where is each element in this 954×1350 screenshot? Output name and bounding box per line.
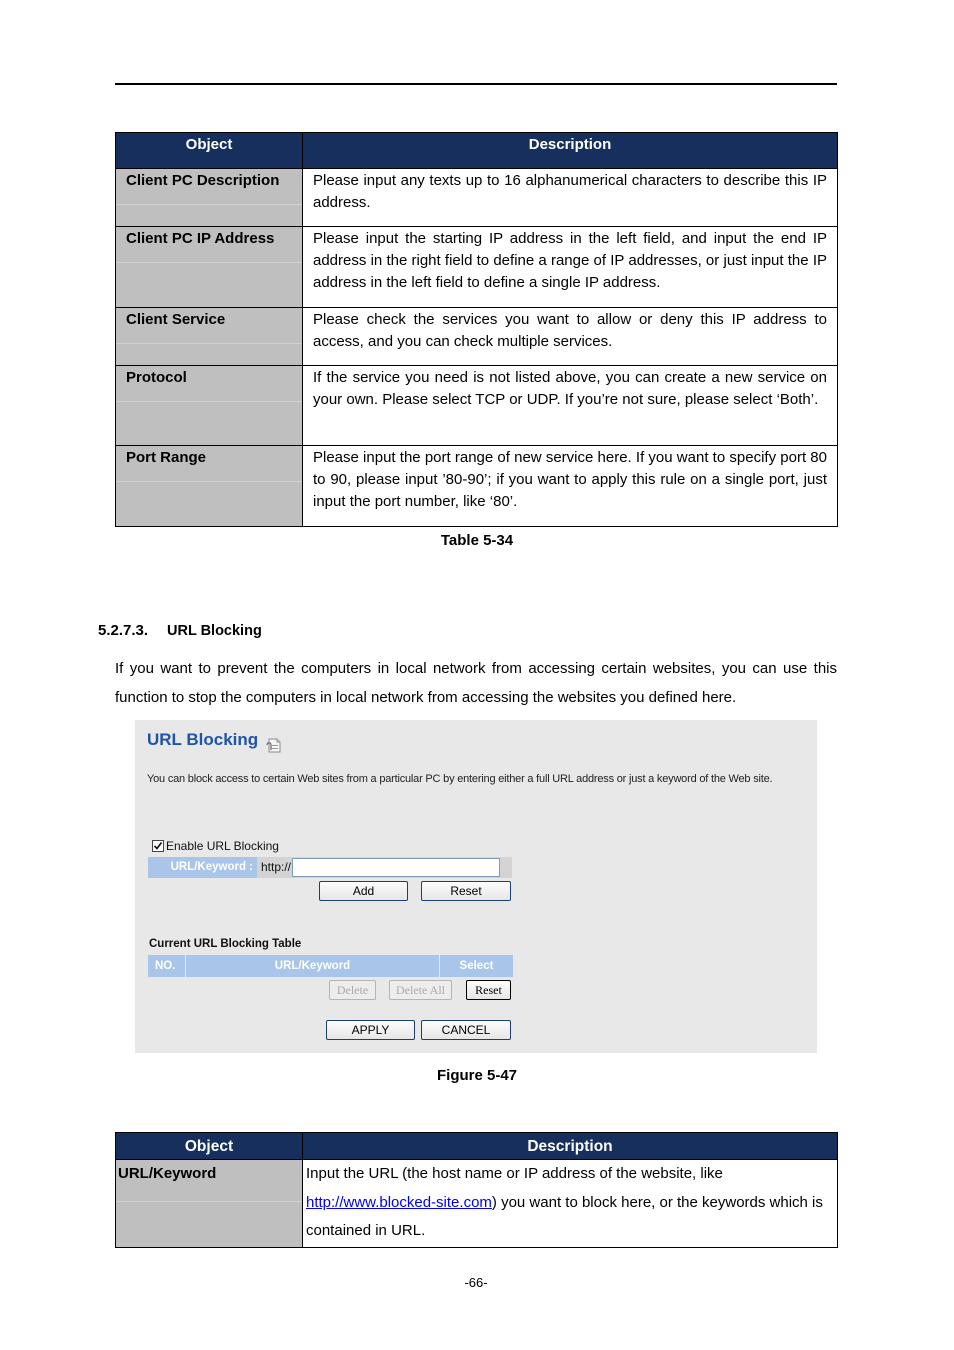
url-keyword-input[interactable]: [292, 858, 500, 877]
apply-button[interactable]: APPLY: [326, 1020, 415, 1040]
description-cell: Please check the services you want to allow or deny this IP address to access, and you can check multiple services.: [303, 308, 838, 366]
table-row: [116, 169, 838, 227]
table-row: [116, 1160, 838, 1248]
enable-url-blocking-checkbox[interactable]: [152, 840, 164, 852]
object-cell: Port Range: [116, 446, 303, 527]
section-title: URL Blocking: [167, 623, 262, 639]
url-blocking-screenshot: [135, 720, 817, 1053]
url-keyword-field-cell: [257, 857, 512, 878]
checkmark-icon: [153, 841, 163, 851]
header-object: Object: [116, 133, 303, 169]
object-cell: Client PC IP Address: [116, 227, 303, 308]
reset-button[interactable]: Reset: [421, 881, 511, 901]
table-header-row: [116, 1133, 838, 1160]
ui-description: You can block access to certain Web sites from a particular PC by entering either a full URL address or just a keyword of the Web site.: [147, 773, 773, 785]
table-row: [116, 446, 838, 527]
table-caption: Table 5-34: [440, 532, 514, 549]
cancel-button[interactable]: CANCEL: [421, 1020, 511, 1040]
section-heading: [98, 622, 262, 640]
url-keyword-label: URL/Keyword :: [148, 857, 257, 878]
header-description: Description: [303, 1133, 838, 1160]
help-icon[interactable]: [266, 737, 283, 753]
description-cell: Please input the starting IP address in the left field, and input the end IP address in the right field to define a range of IP addresses, or just input the IP address in the left field to define a single IP address.: [303, 227, 838, 308]
table-row: [116, 366, 838, 446]
description-cell: [303, 1160, 838, 1248]
page-number: -66-: [464, 1275, 488, 1290]
header-object: Object: [116, 1133, 303, 1160]
blocking-table-header: [148, 955, 513, 977]
header-description: Description: [303, 133, 838, 169]
example-url-link[interactable]: http://www.blocked-site.com: [306, 1193, 492, 1211]
description-cell: If the service you need is not listed above, you can create a new service on your own. Please select TCP or UDP. If you’re not sure, please select ‘Both’.: [303, 366, 838, 446]
client-pc-object-table: [115, 132, 838, 527]
url-keyword-object-table: [115, 1132, 838, 1248]
ui-page-title: URL Blocking: [147, 730, 259, 749]
header-rule: [115, 83, 837, 85]
figure-caption: Figure 5-47: [436, 1067, 518, 1084]
description-cell: Please input the port range of new service here. If you want to specify port 80 to 90, please input ’80-90’; if you want to apply this rule on a single port, just input the port number, like ‘80’.: [303, 446, 838, 527]
column-header-select: Select: [440, 955, 513, 977]
table-row: [116, 227, 838, 308]
enable-url-blocking-label[interactable]: Enable URL Blocking: [166, 839, 279, 853]
table-row: [116, 308, 838, 366]
description-text: Input the URL (the host name or IP address of the website, like: [306, 1165, 723, 1182]
object-cell: URL/Keyword: [116, 1160, 303, 1248]
delete-button[interactable]: Delete: [329, 980, 376, 1000]
delete-all-button[interactable]: Delete All: [389, 980, 452, 1000]
section-number: 5.2.7.3.: [98, 622, 149, 639]
table-reset-button[interactable]: Reset: [466, 980, 511, 1000]
url-prefix: http://: [261, 860, 292, 874]
object-cell: Protocol: [116, 366, 303, 446]
description-cell: Please input any texts up to 16 alphanumerical characters to describe this IP address.: [303, 169, 838, 227]
object-cell: Client Service: [116, 308, 303, 366]
add-button[interactable]: Add: [319, 881, 408, 901]
description-text: ) you want to block here, or the keywords which is contained in URL.: [306, 1193, 823, 1239]
table-header-row: [116, 133, 838, 169]
column-header-no: NO.: [148, 955, 186, 977]
object-cell: Client PC Description: [116, 169, 303, 227]
section-intro-paragraph: If you want to prevent the computers in local network from accessing certain websites, you can use this function to stop the computers in local network from accessing the websites you defined here.: [115, 660, 837, 706]
column-header-url-keyword: URL/Keyword: [186, 955, 440, 977]
blocking-table-title: Current URL Blocking Table: [149, 938, 302, 950]
